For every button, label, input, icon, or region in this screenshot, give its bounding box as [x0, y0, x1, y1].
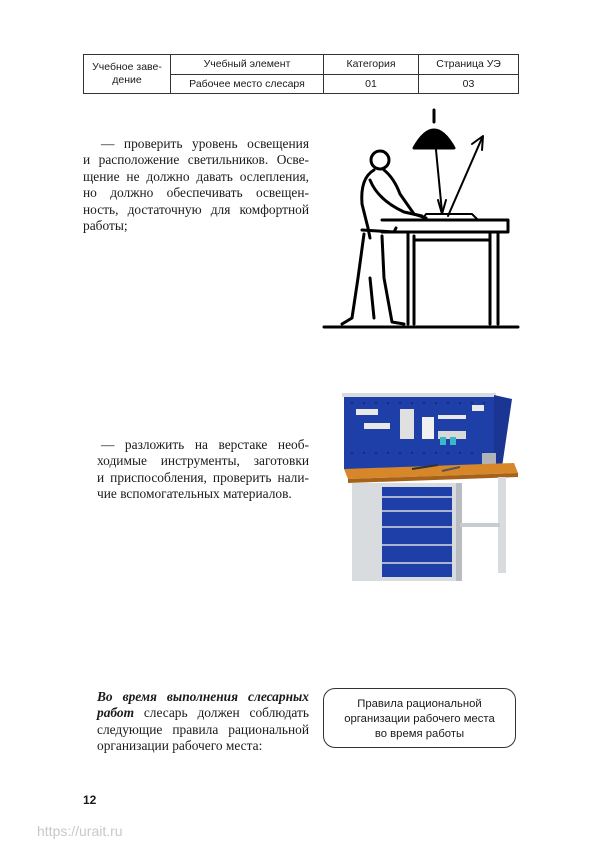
text-line: — проверить уровень освещения — [101, 136, 309, 151]
emphasis-text: Во время выполнения слесарных — [97, 689, 309, 704]
category-value: 01 — [324, 75, 419, 94]
text-line: и расположение светильников. Осве- — [83, 152, 309, 168]
text-line: ходимые инструменты, заготовки — [97, 453, 309, 469]
institution-header — [84, 55, 171, 94]
tools-paragraph — [97, 437, 309, 503]
watermark: https://urait.ru — [37, 823, 123, 839]
text-line: следующие правила рациональной — [97, 721, 309, 737]
text-line — [97, 705, 309, 721]
text-line: щение не должно давать ослепления, — [83, 168, 309, 184]
text-line: но должно обеспечивать освещен- — [83, 185, 309, 201]
rules-callout — [323, 688, 516, 748]
text-line — [97, 689, 309, 705]
institution-header-line2: дение — [112, 74, 142, 86]
text-line: чие вспомогательных материалов. — [97, 486, 292, 502]
text-line: — разложить на верстаке необ- — [101, 437, 309, 452]
emphasis-text: работ — [97, 705, 135, 721]
header-table — [83, 54, 519, 94]
lighting-paragraph — [83, 136, 309, 234]
callout-line: Правила рациональной — [357, 698, 482, 710]
element-value: Рабочее место слесаря — [171, 75, 324, 94]
page-header: Страница УЭ — [419, 55, 519, 75]
worker-lamp-illustration — [322, 108, 522, 334]
rules-paragraph — [97, 689, 309, 755]
callout-line: организации рабочего места — [344, 713, 495, 725]
text-line: и приспособления, проверить нали- — [97, 469, 309, 485]
workbench-illustration — [342, 393, 518, 583]
institution-header-line1: Учебное заве- — [92, 61, 162, 73]
text-fragment: слесарь должен соблюдать — [134, 705, 309, 721]
page-value: 03 — [419, 75, 519, 94]
callout-line: во время работы — [374, 728, 465, 740]
category-header: Категория — [324, 55, 419, 75]
element-header: Учебный элемент — [171, 55, 324, 75]
text-line: работы; — [83, 218, 128, 234]
page-number: 12 — [83, 793, 97, 807]
text-line: ность, достаточную для комфортной — [83, 201, 309, 217]
text-line: организации рабочего места: — [97, 738, 263, 754]
